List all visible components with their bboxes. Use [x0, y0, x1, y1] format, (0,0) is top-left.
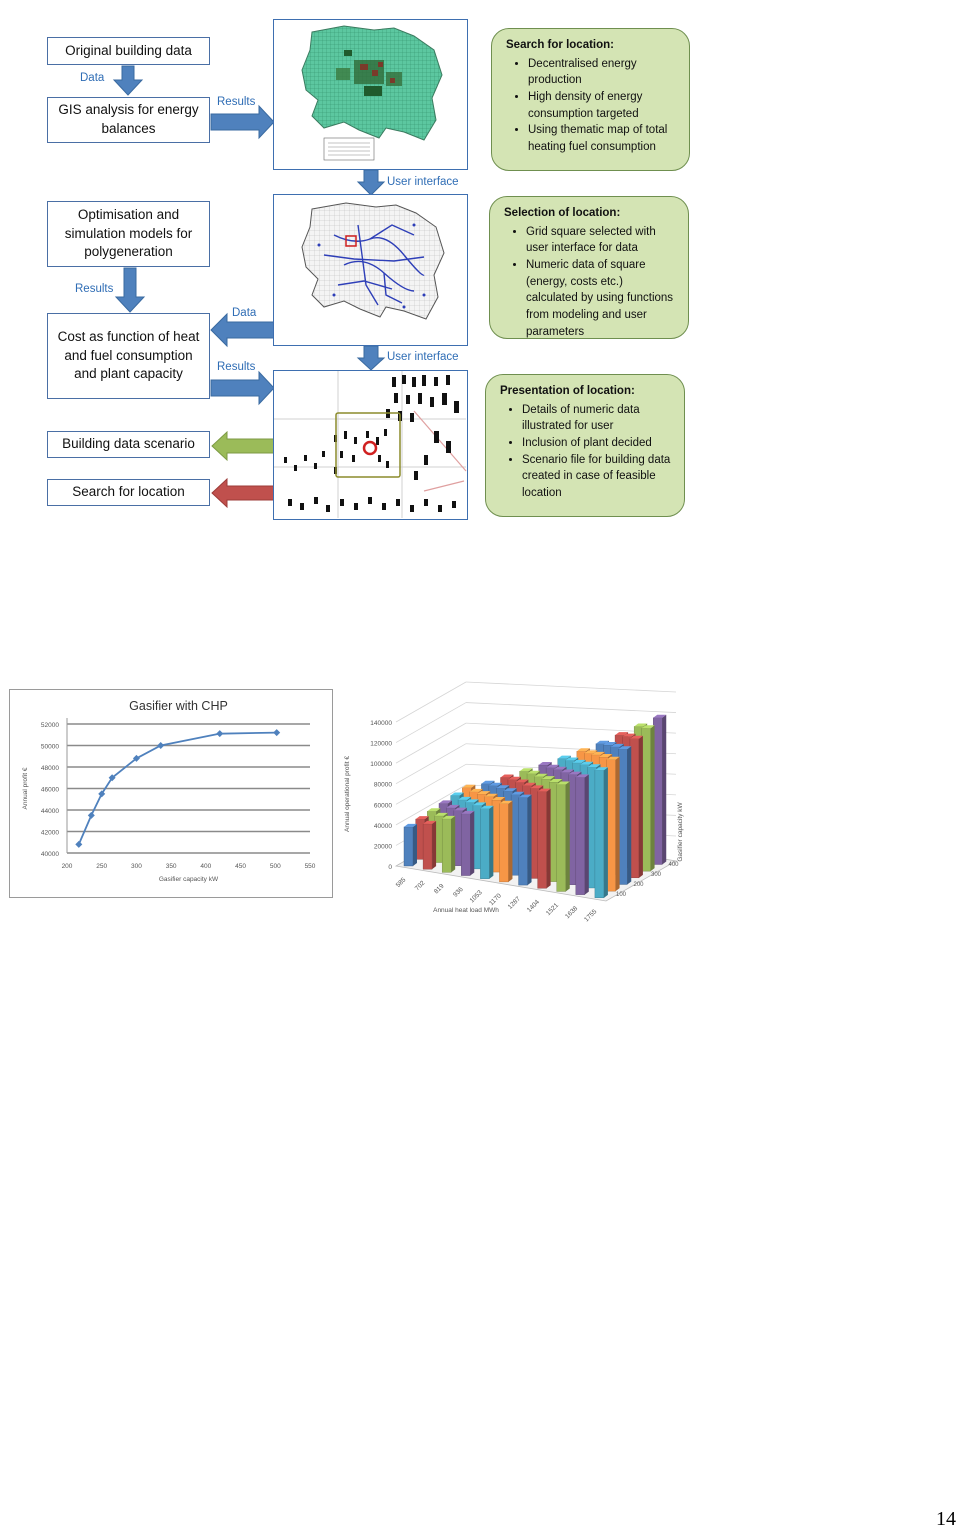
z-tick-label: 400	[668, 862, 679, 868]
bar-3d	[557, 784, 566, 891]
label-user-interface-2: User interface	[387, 351, 459, 363]
x-tick-label: 500	[269, 863, 281, 870]
arrow-right-icon	[211, 372, 274, 404]
bar-side	[489, 806, 493, 879]
arrow-left-icon	[211, 314, 274, 346]
bar-side	[547, 789, 551, 889]
arrow-down-icon	[116, 268, 144, 312]
bar-side	[604, 767, 608, 898]
back-gridline	[466, 703, 676, 713]
line-chart-svg	[10, 690, 332, 897]
note-item: • Grid square selected with user interface for data	[526, 224, 676, 257]
y-tick-label: 46000	[40, 786, 59, 794]
x-tick-label: 200	[61, 863, 73, 870]
arrow-left-red-icon	[212, 479, 274, 507]
box-original-building-data: Original building data	[47, 37, 210, 65]
label-data-1: Data	[80, 72, 105, 84]
y-tick-label: 44000	[40, 808, 59, 815]
bar-3d	[442, 819, 451, 872]
note-selection-of-location: Selection of location: • Grid square selected with user interface for data • Numeric data of square (energy, costs etc.) calculated by using functions from modeling and user parameters	[489, 196, 689, 339]
y-tick-label: 20000	[373, 843, 392, 851]
bar-side	[566, 781, 570, 891]
arrow-left-green-icon	[212, 432, 274, 460]
arrow-down-icon	[358, 346, 384, 370]
x-axis-label: Gasifier capacity kW	[158, 876, 219, 883]
bar-side	[528, 795, 532, 885]
x-tick-label: 450	[235, 863, 247, 870]
x-axis-label: Annual heat load MWh	[433, 907, 499, 914]
y-tick-label: 60000	[373, 802, 392, 810]
arrow-down-icon	[358, 170, 384, 195]
chart-title: Gasifier with CHP	[129, 699, 228, 713]
note-item: • Decentralised energy production	[528, 56, 677, 89]
side-gridline	[396, 682, 466, 722]
label-results-1: Results	[217, 96, 256, 108]
z-tick-label: 200	[633, 882, 644, 888]
bar-side	[639, 736, 643, 878]
thematic-map-image	[274, 20, 466, 168]
y-axis-label: Annual operational profit €	[344, 756, 351, 832]
bar-3d	[618, 749, 627, 884]
map-panel-building-detail	[273, 370, 468, 520]
label-results-3: Results	[217, 361, 256, 373]
arrow-right-icon	[211, 106, 274, 138]
box-gis-analysis: GIS analysis for energy balances	[47, 97, 210, 143]
y-tick-label: 42000	[40, 829, 59, 837]
y-tick-label: 48000	[40, 765, 59, 772]
y-tick-label: 120000	[370, 740, 392, 748]
bar-3d	[499, 804, 508, 882]
data-point	[273, 729, 280, 736]
arrow-down-icon	[114, 66, 142, 95]
note-item: • Scenario file for building data created in case of feasible location	[522, 452, 672, 502]
bar-side	[508, 801, 512, 882]
x-tick-label: 250	[96, 863, 108, 870]
map-panel-thematic	[273, 19, 468, 170]
note-item: • Numeric data of square (energy, costs etc.) calculated by using functions from modeling and user parameters	[526, 257, 676, 340]
y-tick-label: 52000	[40, 722, 59, 729]
x-tick-label: 1521	[544, 901, 561, 918]
bar-3d	[630, 739, 639, 878]
note-item: • Inclusion of plant decided	[522, 435, 672, 452]
x-tick-label: 1170	[488, 892, 503, 908]
back-gridline	[466, 682, 676, 692]
grid-network-map-image	[274, 195, 466, 344]
y-tick-label: 40000	[373, 822, 392, 830]
y-axis-label: Annual profit €	[22, 767, 29, 810]
x-tick-label: 585	[394, 876, 408, 890]
y-tick-label: 40000	[40, 851, 59, 858]
z-tick-label: 100	[616, 892, 627, 898]
y-tick-label: 0	[388, 864, 392, 871]
data-point	[216, 730, 223, 737]
bar-3d	[653, 718, 662, 865]
map-panel-grid-selection	[273, 194, 468, 346]
x-tick-label: 400	[200, 863, 212, 870]
bar-side	[651, 725, 655, 871]
x-tick-label: 1287	[506, 895, 522, 911]
arrows-layer	[0, 0, 960, 530]
bar-chart-3d	[340, 686, 684, 924]
bar-side	[585, 774, 589, 894]
bar-3d	[642, 728, 651, 871]
side-gridline	[396, 703, 466, 743]
bar-3d	[480, 809, 489, 879]
side-gridline	[396, 744, 466, 784]
line-chart-gasifier	[9, 689, 333, 898]
data-point	[157, 742, 164, 749]
y-tick-label: 100000	[370, 761, 392, 769]
bar-3d	[595, 770, 604, 898]
x-tick-label: 702	[413, 879, 427, 893]
note-search-for-location: Search for location: • Decentralised energy production • High density of energy consumption targeted • Using thematic map of total heating fuel consumption	[491, 28, 690, 171]
label-results-2: Results	[75, 283, 114, 295]
bar-side	[451, 816, 455, 872]
x-tick-label: 300	[130, 863, 142, 870]
note-item: • Details of numeric data illustrated for user	[522, 402, 672, 435]
x-tick-label: 1755	[583, 908, 599, 924]
y-tick-label: 140000	[370, 720, 392, 727]
x-tick-label: 1638	[564, 905, 580, 921]
label-user-interface-1: User interface	[387, 176, 459, 188]
side-gridline	[396, 723, 466, 763]
note-item: • Using thematic map of total heating fuel consumption	[528, 122, 677, 155]
page-number: 14	[936, 1508, 956, 1530]
data-point	[88, 812, 95, 819]
bar-side	[413, 824, 417, 866]
note-presentation-of-location: Presentation of location: • Details of numeric data illustrated for user • Inclusion of plant decided • Scenario file for building data created in case of feasible location	[485, 374, 685, 517]
y-tick-label: 80000	[373, 781, 392, 789]
box-optimisation-models: Optimisation and simulation models for polygeneration	[47, 201, 210, 267]
label-data-2: Data	[232, 307, 257, 319]
bar-side	[470, 811, 474, 876]
bar-side	[662, 715, 666, 865]
box-search-for-location: Search for location	[47, 479, 210, 506]
x-tick-label: 819	[432, 882, 446, 896]
bar-side	[432, 821, 436, 869]
bar-3d	[404, 827, 413, 866]
building-detail-map-image	[274, 371, 466, 518]
x-tick-label: 1404	[525, 898, 542, 914]
y-tick-label: 50000	[40, 743, 59, 751]
data-point	[75, 841, 82, 848]
x-tick-label: 350	[165, 863, 177, 870]
x-tick-label: 550	[304, 863, 316, 870]
bar-side	[616, 757, 620, 891]
bar-3d	[519, 798, 528, 885]
bar-3d	[461, 814, 470, 876]
bar-3d	[423, 824, 432, 869]
bar-3d	[538, 792, 547, 889]
bar-3d	[576, 777, 585, 894]
x-tick-label: 936	[452, 886, 465, 899]
x-tick-label: 1053	[468, 889, 484, 905]
z-tick-label: 300	[651, 872, 662, 878]
bar-3d	[607, 760, 616, 891]
note-item: • High density of energy consumption targeted	[528, 89, 677, 122]
z-axis-label: Gasifier capacity kW	[677, 802, 684, 862]
box-building-data-scenario: Building data scenario	[47, 431, 210, 458]
box-cost-function: Cost as function of heat and fuel consumption and plant capacity	[47, 313, 210, 399]
bar-side	[627, 746, 631, 884]
